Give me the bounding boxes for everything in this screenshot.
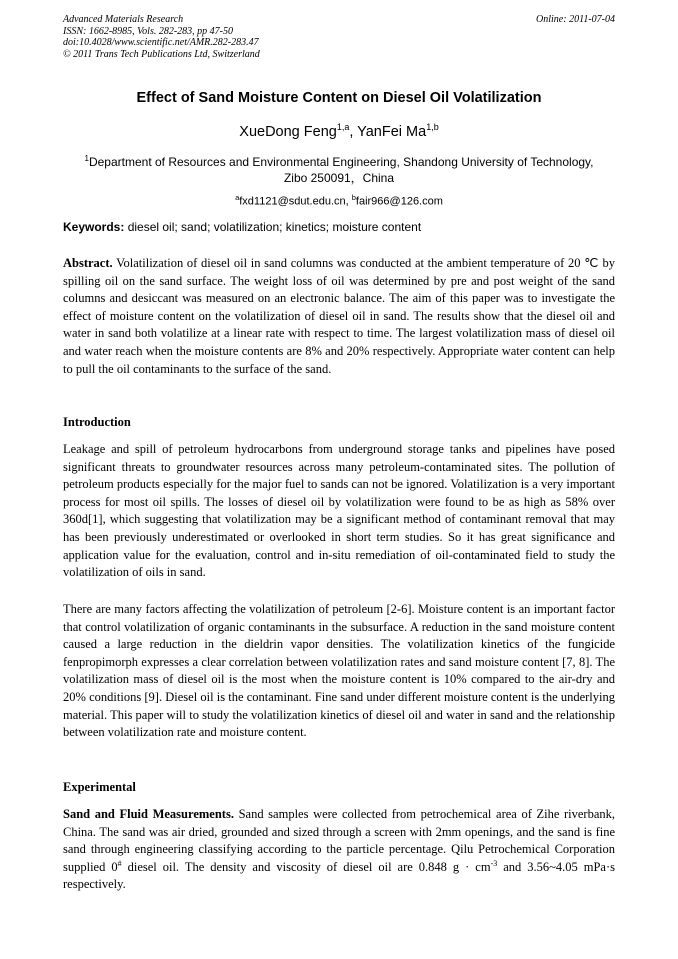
experimental-text-a: Sand samples were collected from petrochemical area of Zihe riverbank, China. The sand was air dried, grounded and sized through a screen with 2mm openings, and the sand is fine sand through engineering classifying according to the particle percentage. Qilu Petrochemical Corporation supplied 0	[63, 807, 616, 874]
author-separator: ,	[349, 124, 358, 140]
keywords-label: Keywords:	[63, 220, 125, 234]
doi-line: doi:10.4028/www.scientific.net/AMR.282-283.47	[63, 37, 259, 48]
author-1: XueDong Feng	[239, 124, 337, 140]
experimental-text-b: diesel oil. The density and viscosity of diesel oil are 0.848 g · cm	[121, 859, 491, 874]
email-a: fxd1121@sdut.edu.cn,	[239, 195, 352, 208]
email-b-mark: b	[351, 193, 356, 202]
issn-line: ISSN: 1662-8985, Vols. 282-283, pp 47-50	[63, 25, 233, 37]
keywords	[63, 220, 615, 234]
affiliation-line-2: Zibo 250091，China	[283, 171, 395, 185]
affiliation-line-1: Department of Resources and Environmental Engineering, Shandong University of Technology,	[88, 155, 594, 169]
experimental-paragraph	[63, 806, 615, 894]
density-exponent: -3	[490, 858, 498, 868]
diesel-grade-mark: #	[117, 858, 122, 868]
email-a-mark: a	[235, 193, 240, 202]
introduction-paragraph-1: Leakage and spill of petroleum hydrocarbons from underground storage tanks and pipelines have posed significant threats to groundwater resources across many petroleum-contaminated sites. The pollution of petroleum products especially for the major fuel to sands can not be ignored. Volatilization is a very important process for most oil spills. The losses of diesel oil by volatilization were found to be as high as 58% over 360d[1], which suggesting that volatilization may be a significant method of contaminant removal that may has been previously underestimated or overlooked in short term studies. So it has great significance and application value for the evaluation, control and in-situ remediation of oil-contaminated field to study the volatilization of oils in sand.	[63, 442, 615, 580]
author-1-affiliation-mark: 1,a	[336, 122, 350, 133]
author-2: YanFei Ma	[357, 124, 427, 140]
online-date: Online: 2011-07-04	[536, 14, 615, 25]
paper-title: Effect of Sand Moisture Content on Diesel Oil Volatilization	[136, 90, 542, 106]
abstract-label: Abstract.	[63, 256, 113, 270]
author-list	[63, 124, 615, 140]
keywords-text: diesel oil; sand; volatilization; kinetics; moisture content	[124, 220, 422, 234]
author-2-affiliation-mark: 1,b	[426, 122, 439, 133]
journal-header	[63, 14, 615, 60]
experimental-text-c: and 3.56~4.05 mPa·s respectively.	[63, 859, 616, 892]
experimental-subheading: Sand and Fluid Measurements.	[63, 807, 234, 821]
abstract-text: Volatilization of diesel oil in sand columns was conducted at the ambient temperature of 20 ℃ by spilling oil on the sand surface. The weight loss of oil was determined by pre and post weight of the sand columns and desiccant was measured on an electronic balance. The aim of this paper was to investigate the effect of moisture content on the volatilization of diesel oil in sand. The results show that the diesel oil and water in sand both volatilize at a linear rate with respect to time. The largest volatilization mass of diesel oil and water reach when the moisture contents are 8% and 20% respectively. Appropriate water content can help to pull the oil contaminants to the surface of the sand.	[63, 256, 615, 376]
author-emails	[63, 193, 615, 208]
affiliation	[63, 151, 615, 186]
journal-name: Advanced Materials Research	[63, 14, 184, 25]
email-b: fair966@126.com	[355, 195, 443, 208]
introduction-paragraph-2: There are many factors affecting the volatilization of petroleum [2-6]. Moisture content is an important factor that control volatilization of organic contaminants in the subsurface. A reduction in the sand moisture content caused a large reduction in the dieldrin vapor densities. The volatilization kinetics of the fungicide fenpropimorph expresses a clear correlation between volatilization rates and sand moisture content [7, 8]. The volatilization mass of diesel oil is the most when the moisture content is 10% compared to the air-dry and 20% conditions [9]. Diesel oil is the contaminant. Fine sand under different moisture content is the underlying material. This paper will to study the volatilization kinetics of diesel oil and water in sand and the relationship between volatilization rate and moisture content.	[63, 602, 615, 740]
experimental-heading: Experimental	[63, 780, 136, 794]
abstract	[63, 255, 615, 378]
affiliation-mark: 1	[84, 154, 89, 163]
introduction-heading: Introduction	[63, 415, 131, 429]
copyright-line: © 2011 Trans Tech Publications Ltd, Switzerland	[63, 48, 260, 60]
